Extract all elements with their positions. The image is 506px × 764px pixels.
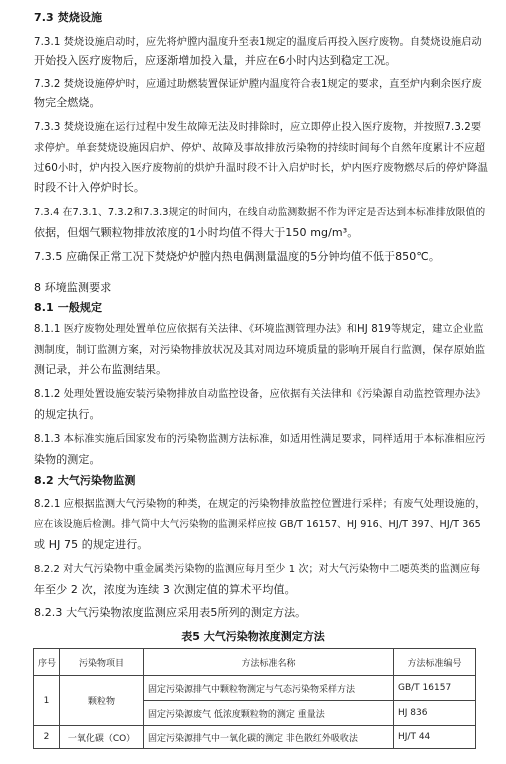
text-line: 测制度，制订监测方案，对污染物排放状况及其对周边环境质量的影响开展自行监测，保存原始监 — [34, 344, 486, 356]
text-line: 7.3.1 焚烧设施启动时，应先将炉膛内温度升至表1规定的温度后再投入医疗废物。自焚烧设施启动 — [34, 37, 482, 48]
text-line: 8.2 大气污染物监测 — [34, 474, 136, 487]
methods-table — [33, 648, 476, 749]
text-line: 物完全燃烧。 — [34, 96, 101, 109]
row-method: 固定污染源废气 低浓度颗粒物的测定 重量法 — [144, 701, 394, 726]
text-line: 8.2.2 对大气污染物中重金属类污染物的监测应每月至少 1 次；对大气污染物中二噁英类的监测应每 — [34, 564, 481, 575]
text-line: 测记录，并公布监测结果。 — [34, 363, 168, 376]
row-item: 颗粒物 — [60, 676, 144, 726]
text-line: 过60小时，炉内投入医疗废物前的烘炉升温时段不计入启炉时长，炉内医疗废物燃尽后的停炉降温 — [34, 162, 489, 174]
header-code: 方法标准编号 — [394, 649, 476, 676]
text-line: 8.1.1 医疗废物处理处置单位应依据有关法律、《环境监测管理办法》和HJ 819等规定，建立企业监 — [34, 324, 484, 335]
text-line: 7.3.4 在7.3.1、7.3.2和7.3.3规定的时间内，在线自动监测数据不作为评定是否达到本标准排放限值的 — [34, 207, 486, 218]
text-line: 求停炉。单套焚烧设施因启炉、停炉、故障及事故排放污染物的持续时间每个自然年度累计不应超 — [34, 142, 486, 154]
row-item: 一氧化碳（CO） — [60, 726, 144, 749]
table-header-row — [34, 649, 476, 676]
row-code: GB/T 16157 — [394, 676, 476, 701]
text-line: 染物的测定。 — [34, 453, 101, 466]
text-line: 8.1.2 处理处置设施安装污染物排放自动监控设备，应依据有关法律和《污染源自动监控管理办法》 — [34, 389, 486, 400]
text-line: 开始投入医疗废物后，应逐渐增加投入量，并应在6小时内达到稳定工况。 — [34, 54, 397, 67]
text-line: 7.3.5 应确保正常工况下焚烧炉炉膛内热电偶测量温度的5分钟均值不低于850℃。 — [34, 250, 440, 263]
text-line: 7.3.2 焚烧设施停炉时，应通过助燃装置保证炉膛内温度符合表1规定的要求，直至炉内剩余医疗废 — [34, 79, 482, 90]
row-no: 2 — [34, 726, 60, 749]
text-line: 7.3.3 焚烧设施在运行过程中发生故障无法及时排除时，应立即停止投入医疗废物，并按照7.3.2要 — [34, 122, 482, 133]
table-row — [34, 726, 476, 749]
text-line: 7.3 焚烧设施 — [34, 11, 103, 24]
text-line: 8.1 一般规定 — [34, 301, 103, 314]
row-method: 固定污染源排气中颗粒物测定与气态污染物采样方法 — [144, 676, 394, 701]
text-line: 的规定执行。 — [34, 408, 101, 421]
row-code: HJ/T 44 — [394, 726, 476, 749]
table-row — [34, 676, 476, 701]
header-item: 污染物项目 — [60, 649, 144, 676]
row-method: 固定污染源排气中一氧化碳的测定 非色散红外吸收法 — [144, 726, 394, 749]
text-line: 8.1.3 本标准实施后国家发布的污染物监测方法标准，如适用性满足要求，同样适用于本标准相应污 — [34, 434, 486, 445]
text-line: 年至少 2 次，浓度为连续 3 次测定值的算术平均值。 — [34, 583, 296, 596]
text-line: 应在该设施后检测。排气筒中大气污染物的监测采样应按 GB/T 16157、HJ 916、HJ/T 397、HJ/T 365 — [34, 519, 481, 530]
text-line: 8.2.1 应根据监测大气污染物的种类，在规定的污染物排放监控位置进行采样；有废气处理设施的， — [34, 499, 486, 510]
row-code: HJ 836 — [394, 701, 476, 726]
text-line: 时段不计入停炉时长。 — [34, 181, 145, 194]
header-no: 序号 — [34, 649, 60, 676]
text-line: 或 HJ 75 的规定进行。 — [34, 538, 149, 551]
text-line: 依据，但烟气颗粒物排放浓度的1小时均值不得大于150 mg/m³。 — [34, 226, 359, 239]
text-line: 8.2.3 大气污染物浓度监测应采用表5所列的测定方法。 — [34, 606, 307, 619]
row-no: 1 — [34, 676, 60, 726]
text-line: 8 环境监测要求 — [34, 281, 112, 294]
header-method: 方法标准名称 — [144, 649, 394, 676]
table-caption: 表5 大气污染物浓度测定方法 — [181, 630, 325, 643]
